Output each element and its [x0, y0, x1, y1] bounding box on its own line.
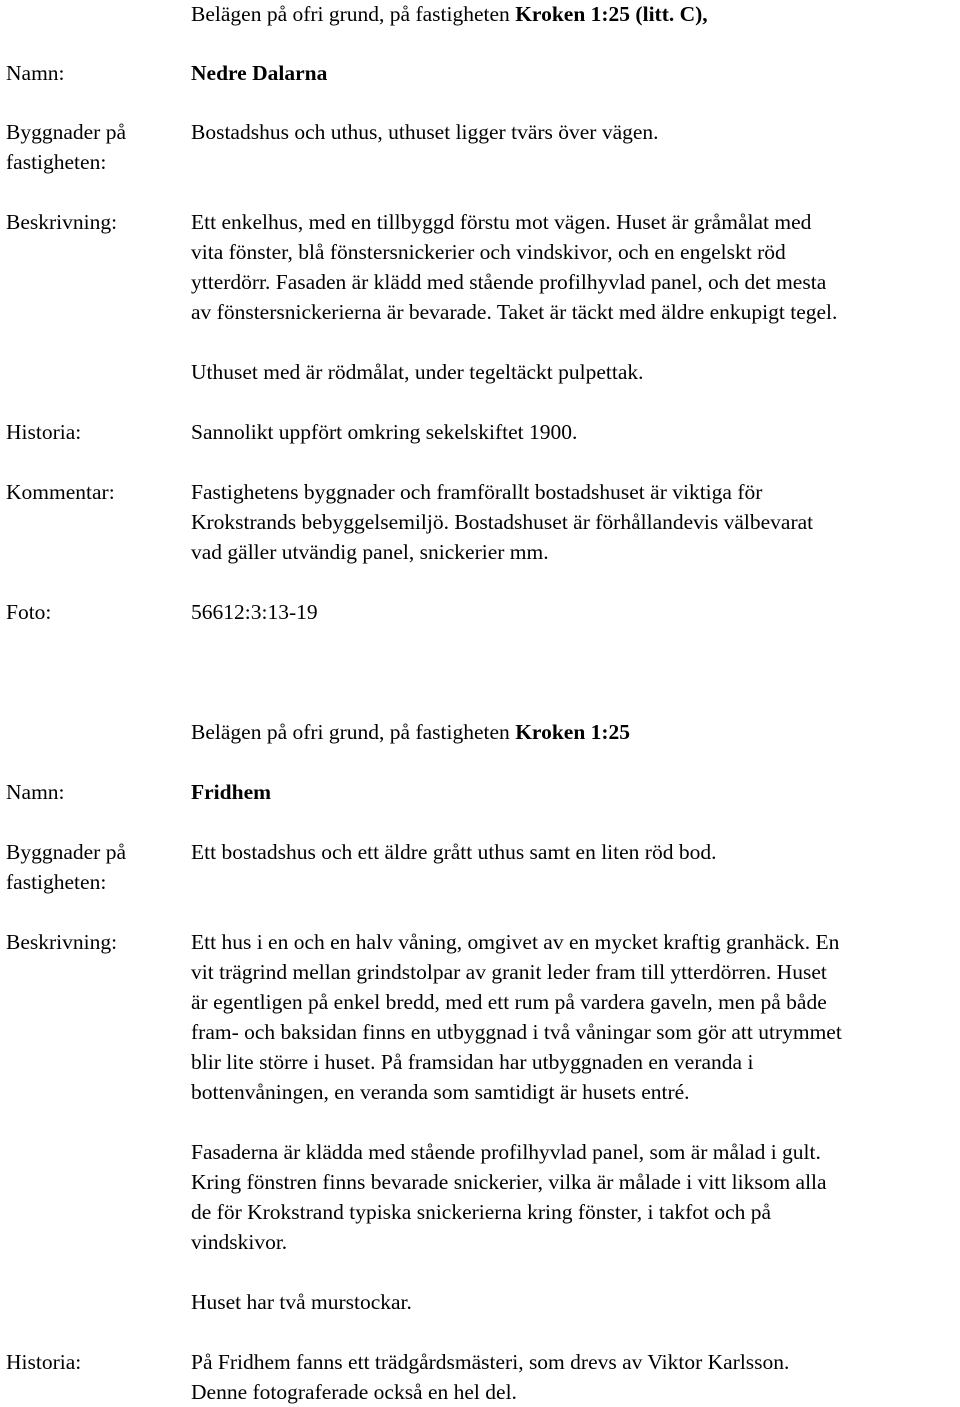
property-designation: Kroken 1:25 (litt. C),: [515, 2, 708, 26]
description-extra: Uthuset med är rödmålat, under tegeltäckt pulpettak.: [191, 360, 644, 384]
location-line: Belägen på ofri grund, på fastigheten Kroken 1:25 (litt. C),: [191, 2, 708, 26]
comment-line: Krokstrands bebyggelsemiljö. Bostadshuset är förhållandevis välbevarat: [191, 510, 814, 534]
history-line: På Fridhem fanns ett trädgårdsmästeri, som drevs av Viktor Karlsson.: [191, 1350, 790, 1374]
description-line: ytterdörr. Fasaden är klädd med stående profilhyvlad panel, och det mesta: [191, 270, 827, 294]
history-value: Sannolikt uppfört omkring sekelskiftet 1900.: [191, 420, 578, 444]
history-label: Historia:: [6, 420, 82, 444]
description-line: av fönstersnickerierna är bevarade. Taket är täckt med äldre enkupigt tegel.: [191, 300, 838, 324]
name-label: Namn:: [6, 61, 65, 85]
buildings-label-line-2: fastigheten:: [6, 150, 107, 174]
photo-label: Foto:: [6, 600, 52, 624]
comment-line: vad gäller utvändig panel, snickerier mm.: [191, 540, 549, 564]
buildings-label-line-2: fastigheten:: [6, 870, 107, 894]
description-extra: Huset har två murstockar.: [191, 1290, 412, 1314]
description-paragraph-2-line: de för Krokstrand typiska snickerierna kring fönster, i takfot och på: [191, 1200, 772, 1224]
description-paragraph-2-line: Kring fönstren finns bevarade snickerier, vilka är målade i vitt liksom alla: [191, 1170, 827, 1194]
property-name: Fridhem: [191, 780, 272, 804]
comment-line: Fastighetens byggnader och framförallt bostadshuset är viktiga för: [191, 480, 763, 504]
history-line: Denne fotograferade också en hel del.: [191, 1380, 517, 1404]
description-line: bottenvåningen, en veranda som samtidigt är husets entré.: [191, 1080, 690, 1104]
buildings-value: Ett bostadshus och ett äldre grått uthus samt en liten röd bod.: [191, 840, 717, 864]
photo-reference: 56612:3:13-19: [191, 600, 318, 624]
name-label: Namn:: [6, 780, 65, 804]
location-line: Belägen på ofri grund, på fastigheten Kroken 1:25: [191, 720, 631, 744]
description-line: blir lite större i huset. På framsidan har utbyggnaden en veranda i: [191, 1050, 754, 1074]
buildings-label-line-1: Byggnader på: [6, 840, 127, 864]
description-line: fram- och baksidan finns en utbyggnad i två våningar som gör att utrymmet: [191, 1020, 842, 1044]
description-label: Beskrivning:: [6, 210, 118, 234]
description-line: Ett hus i en och en halv våning, omgivet av en mycket kraftig granhäck. En: [191, 930, 840, 954]
property-name: Nedre Dalarna: [191, 61, 328, 85]
buildings-value: Bostadshus och uthus, uthuset ligger tvärs över vägen.: [191, 120, 659, 144]
property-designation: Kroken 1:25: [515, 720, 631, 744]
description-line: vita fönster, blå fönstersnickerier och vindskivor, och en engelskt röd: [191, 240, 786, 264]
buildings-label-line-1: Byggnader på: [6, 120, 127, 144]
description-paragraph-2-line: vindskivor.: [191, 1230, 288, 1254]
description-line: vit trägrind mellan grindstolpar av granit leder fram till ytterdörren. Huset: [191, 960, 827, 984]
description-line: Ett enkelhus, med en tillbyggd förstu mot vägen. Huset är gråmålat med: [191, 210, 812, 234]
comment-label: Kommentar:: [6, 480, 115, 504]
history-label: Historia:: [6, 1350, 82, 1374]
description-paragraph-2-line: Fasaderna är klädda med stående profilhyvlad panel, som är målad i gult.: [191, 1140, 821, 1164]
description-label: Beskrivning:: [6, 930, 118, 954]
description-line: är egentligen på enkel bredd, med ett rum på vardera gaveln, men på både: [191, 990, 827, 1014]
